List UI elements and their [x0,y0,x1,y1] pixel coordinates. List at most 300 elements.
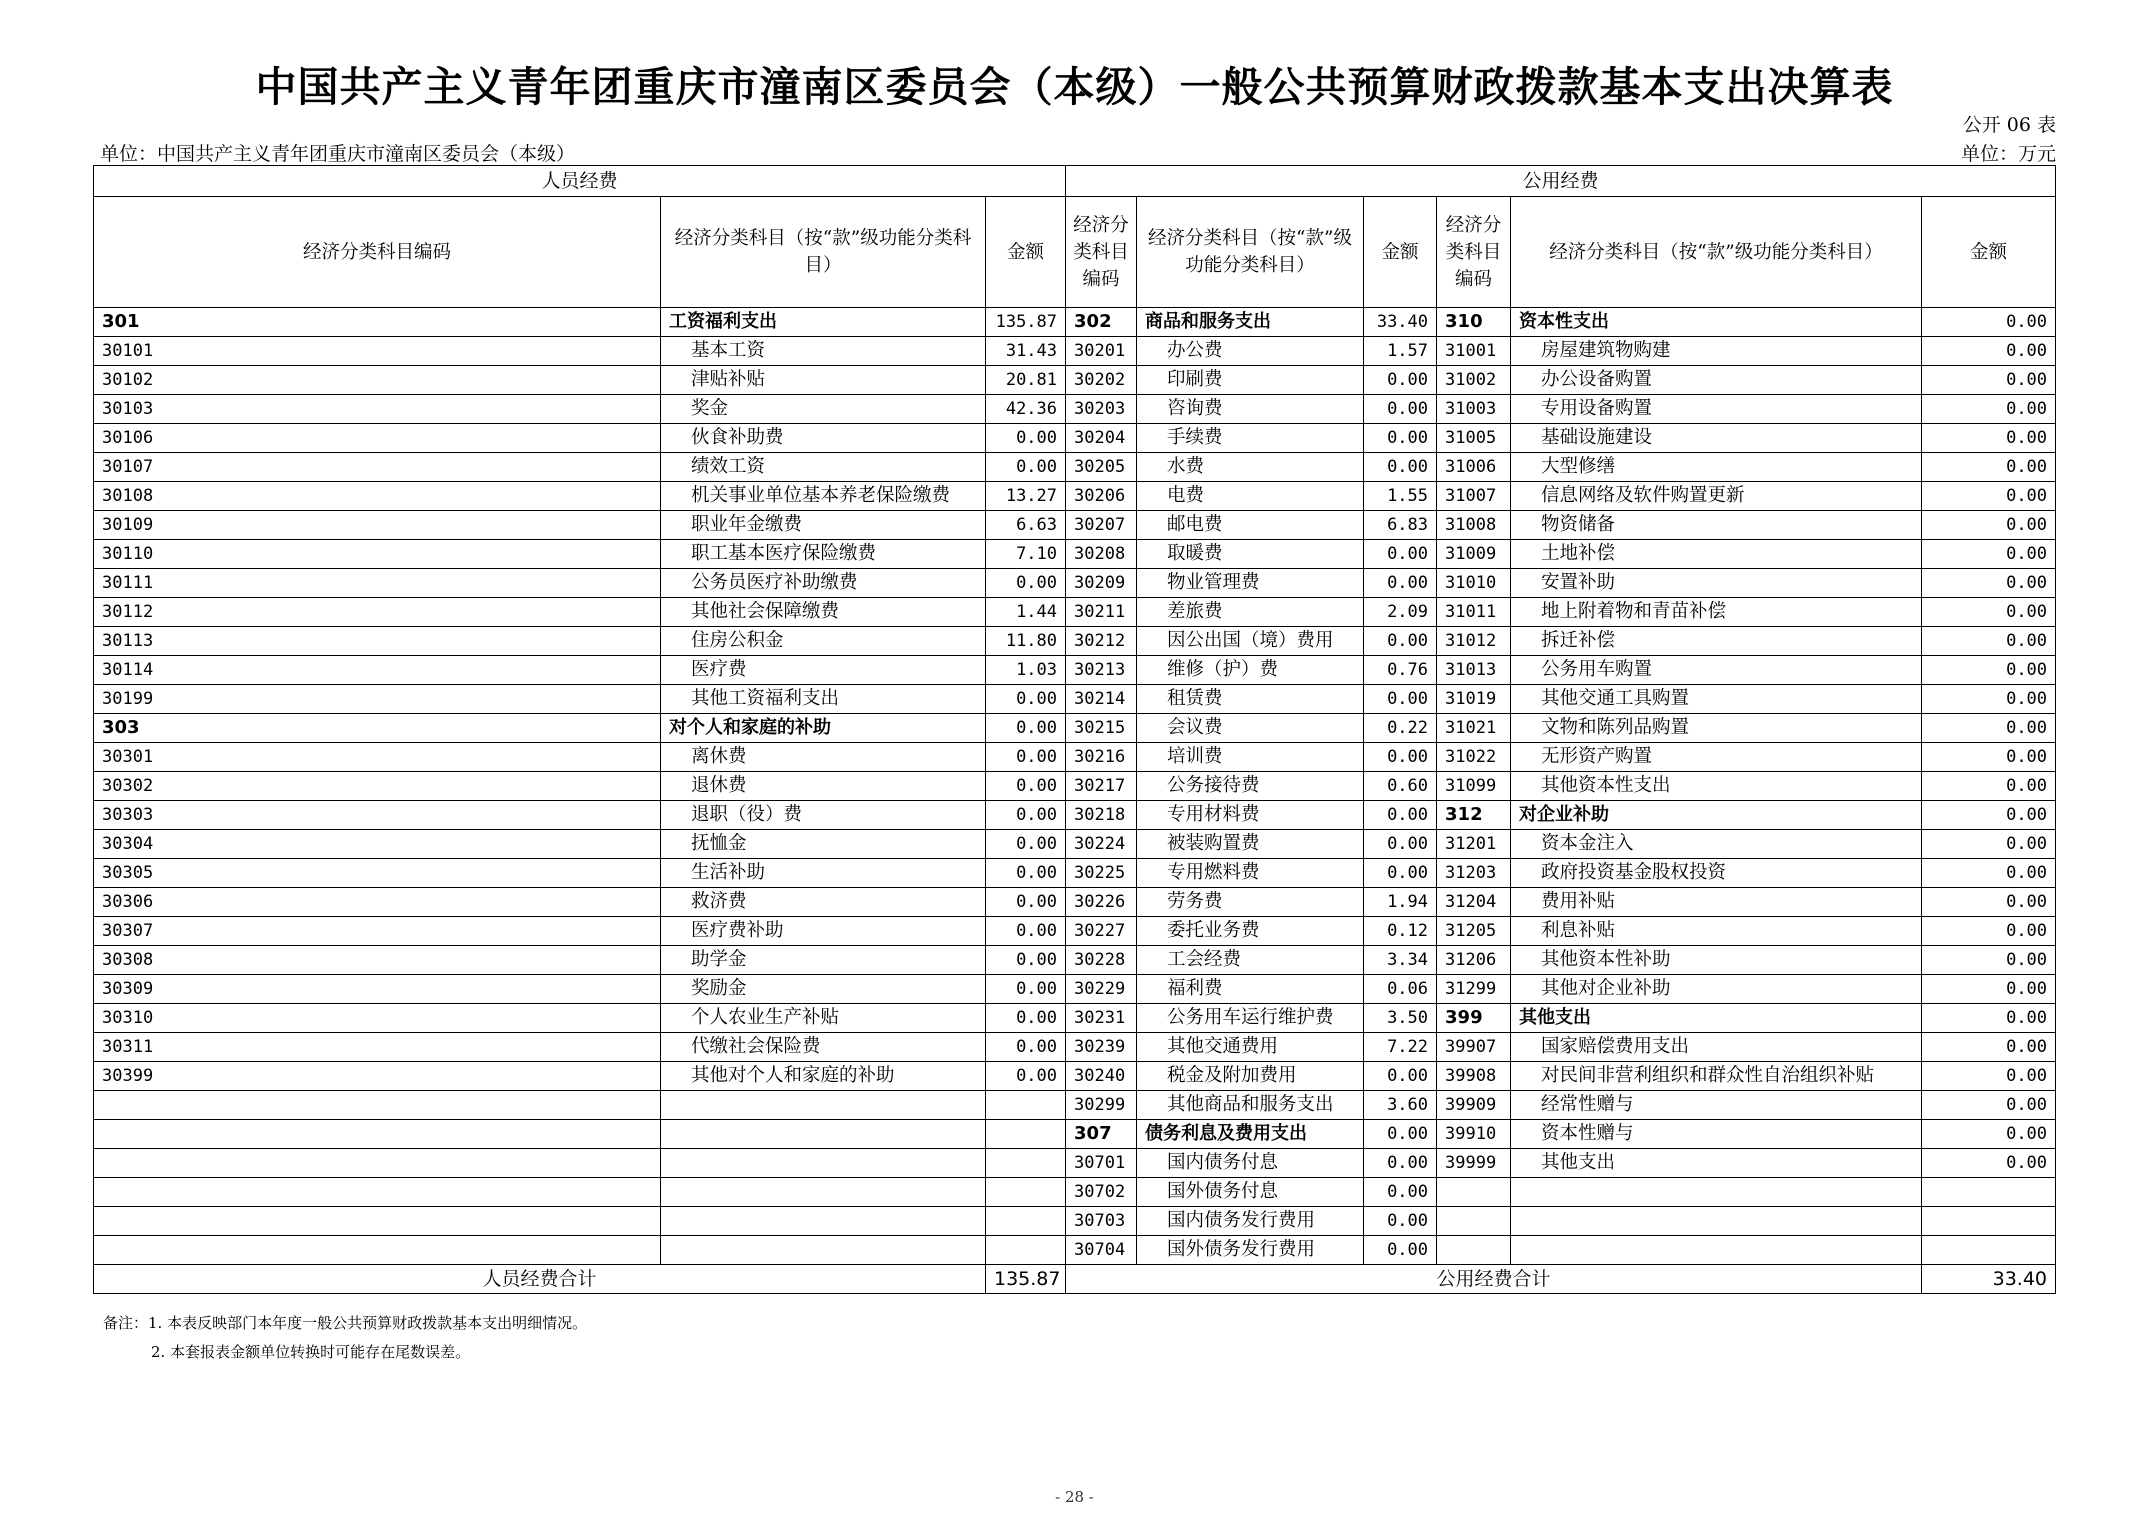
goods-code-cell: 30227 [1066,917,1137,946]
personnel-amount-cell [986,1120,1066,1149]
goods-item-cell: 公务用车运行维护费 [1137,1004,1364,1033]
personnel-code-cell: 30307 [94,917,661,946]
personnel-code-cell: 301 [94,308,661,337]
capital-amount-cell: 0.00 [1922,1004,2056,1033]
note-1: 备注：1. 本表反映部门本年度一般公共预算财政拨款基本支出明细情况。 [103,1314,588,1332]
capital-code-cell: 39999 [1437,1149,1511,1178]
goods-code-cell: 30228 [1066,946,1137,975]
capital-code-cell: 31205 [1437,917,1511,946]
capital-code-cell [1437,1236,1511,1265]
goods-code-cell: 30207 [1066,511,1137,540]
goods-amount-cell: 0.22 [1364,714,1437,743]
personnel-amount-cell: 0.00 [986,569,1066,598]
goods-item-cell: 国外债务付息 [1137,1178,1364,1207]
capital-amount-cell [1922,1236,2056,1265]
capital-code-cell: 312 [1437,801,1511,830]
capital-item-cell: 文物和陈列品购置 [1511,714,1922,743]
goods-code-cell: 30211 [1066,598,1137,627]
personnel-code-cell: 30310 [94,1004,661,1033]
personnel-amount-cell: 1.44 [986,598,1066,627]
personnel-item-cell [661,1178,986,1207]
capital-item-cell: 物资储备 [1511,511,1922,540]
goods-amount-cell: 0.00 [1364,540,1437,569]
capital-item-cell: 办公设备购置 [1511,366,1922,395]
capital-code-cell: 31010 [1437,569,1511,598]
goods-code-cell: 30208 [1066,540,1137,569]
table-row [94,1236,2056,1265]
totals-row [94,1265,2056,1294]
goods-amount-cell: 0.00 [1364,1120,1437,1149]
table-row [94,627,2056,656]
amount-column-header: 金额 [1364,197,1437,308]
personnel-code-cell: 30109 [94,511,661,540]
capital-item-cell: 大型修缮 [1511,453,1922,482]
capital-amount-cell: 0.00 [1922,772,2056,801]
goods-amount-cell: 3.60 [1364,1091,1437,1120]
table-row [94,511,2056,540]
capital-amount-cell: 0.00 [1922,598,2056,627]
capital-item-cell: 其他资本性支出 [1511,772,1922,801]
capital-code-cell: 31009 [1437,540,1511,569]
goods-item-cell: 工会经费 [1137,946,1364,975]
personnel-item-cell: 生活补助 [661,859,986,888]
personnel-item-cell: 职业年金缴费 [661,511,986,540]
personnel-amount-cell: 1.03 [986,656,1066,685]
table-row [94,1207,2056,1236]
personnel-amount-cell: 6.63 [986,511,1066,540]
personnel-amount-cell: 0.00 [986,424,1066,453]
amount-column-header: 金额 [986,197,1066,308]
personnel-item-cell [661,1091,986,1120]
goods-item-cell: 租赁费 [1137,685,1364,714]
goods-amount-cell: 0.00 [1364,453,1437,482]
goods-item-cell: 专用材料费 [1137,801,1364,830]
goods-item-cell: 物业管理费 [1137,569,1364,598]
capital-amount-cell: 0.00 [1922,917,2056,946]
capital-item-cell: 地上附着物和青苗补偿 [1511,598,1922,627]
personnel-code-cell [94,1091,661,1120]
goods-amount-cell: 0.00 [1364,1149,1437,1178]
goods-amount-cell: 0.00 [1364,569,1437,598]
personnel-amount-cell [986,1178,1066,1207]
goods-amount-cell: 0.00 [1364,830,1437,859]
goods-code-cell: 30206 [1066,482,1137,511]
goods-amount-cell: 0.00 [1364,1236,1437,1265]
goods-item-cell: 国内债务发行费用 [1137,1207,1364,1236]
goods-code-cell: 30214 [1066,685,1137,714]
personnel-amount-cell: 0.00 [986,859,1066,888]
personnel-item-cell [661,1149,986,1178]
goods-code-cell: 30216 [1066,743,1137,772]
capital-amount-cell: 0.00 [1922,482,2056,511]
capital-amount-cell [1922,1178,2056,1207]
personnel-item-cell: 绩效工资 [661,453,986,482]
public-total-label: 公用经费合计 [1066,1265,1922,1294]
goods-code-cell: 307 [1066,1120,1137,1149]
personnel-item-cell: 退休费 [661,772,986,801]
personnel-amount-cell [986,1236,1066,1265]
goods-item-cell: 手续费 [1137,424,1364,453]
capital-item-cell: 公务用车购置 [1511,656,1922,685]
personnel-code-cell: 30110 [94,540,661,569]
personnel-item-cell: 伙食补助费 [661,424,986,453]
personnel-item-cell: 其他社会保障缴费 [661,598,986,627]
capital-amount-cell: 0.00 [1922,1120,2056,1149]
goods-code-cell: 30701 [1066,1149,1137,1178]
personnel-item-cell: 其他工资福利支出 [661,685,986,714]
capital-item-cell: 对企业补助 [1511,801,1922,830]
personnel-code-cell: 30304 [94,830,661,859]
personnel-amount-cell: 7.10 [986,540,1066,569]
capital-code-cell: 39908 [1437,1062,1511,1091]
personnel-item-cell: 奖金 [661,395,986,424]
personnel-code-cell [94,1149,661,1178]
personnel-amount-cell [986,1091,1066,1120]
table-row [94,975,2056,1004]
goods-item-cell: 水费 [1137,453,1364,482]
goods-item-cell: 办公费 [1137,337,1364,366]
personnel-item-cell: 基本工资 [661,337,986,366]
table-row [94,308,2056,337]
personnel-code-cell: 30399 [94,1062,661,1091]
personnel-item-cell [661,1236,986,1265]
goods-item-cell: 咨询费 [1137,395,1364,424]
goods-item-cell: 专用燃料费 [1137,859,1364,888]
goods-amount-cell: 0.00 [1364,395,1437,424]
capital-amount-cell: 0.00 [1922,540,2056,569]
code-column-header: 经济分类科目编码 [1066,197,1137,308]
goods-amount-cell: 0.00 [1364,627,1437,656]
goods-item-cell: 取暖费 [1137,540,1364,569]
personnel-code-cell [94,1178,661,1207]
goods-amount-cell: 0.12 [1364,917,1437,946]
capital-amount-cell: 0.00 [1922,743,2056,772]
personnel-item-cell: 奖励金 [661,975,986,1004]
capital-item-cell: 利息补贴 [1511,917,1922,946]
table-row [94,1062,2056,1091]
amount-column-header: 金额 [1922,197,2056,308]
personnel-amount-cell: 0.00 [986,801,1066,830]
personnel-code-cell: 30199 [94,685,661,714]
goods-amount-cell: 0.00 [1364,859,1437,888]
goods-amount-cell: 0.00 [1364,1207,1437,1236]
capital-amount-cell: 0.00 [1922,308,2056,337]
personnel-item-cell: 代缴社会保险费 [661,1033,986,1062]
goods-code-cell: 30225 [1066,859,1137,888]
capital-code-cell: 39910 [1437,1120,1511,1149]
table-row [94,917,2056,946]
capital-code-cell: 31012 [1437,627,1511,656]
goods-item-cell: 印刷费 [1137,366,1364,395]
page-title: 中国共产主义青年团重庆市潼南区委员会（本级）一般公共预算财政拨款基本支出决算表 [255,63,1894,111]
personnel-amount-cell: 0.00 [986,888,1066,917]
goods-code-cell: 30703 [1066,1207,1137,1236]
table-row [94,743,2056,772]
personnel-code-cell: 30113 [94,627,661,656]
personnel-code-cell [94,1120,661,1149]
goods-item-cell: 委托业务费 [1137,917,1364,946]
personnel-item-cell: 医疗费补助 [661,917,986,946]
capital-amount-cell: 0.00 [1922,685,2056,714]
goods-code-cell: 30209 [1066,569,1137,598]
personnel-item-cell: 公务员医疗补助缴费 [661,569,986,598]
goods-code-cell: 30704 [1066,1236,1137,1265]
goods-item-cell: 被装购置费 [1137,830,1364,859]
public-group-header: 公用经费 [1066,166,2056,197]
table-row [94,801,2056,830]
personnel-amount-cell: 0.00 [986,453,1066,482]
capital-item-cell: 国家赔偿费用支出 [1511,1033,1922,1062]
personnel-amount-cell: 31.43 [986,337,1066,366]
goods-code-cell: 302 [1066,308,1137,337]
goods-code-cell: 30204 [1066,424,1137,453]
goods-code-cell: 30239 [1066,1033,1137,1062]
goods-item-cell: 债务利息及费用支出 [1137,1120,1364,1149]
personnel-code-cell: 30103 [94,395,661,424]
capital-code-cell: 399 [1437,1004,1511,1033]
code-column-header: 经济分类科目编码 [1437,197,1511,308]
capital-item-cell: 其他支出 [1511,1004,1922,1033]
capital-amount-cell: 0.00 [1922,859,2056,888]
capital-item-cell: 拆迁补偿 [1511,627,1922,656]
capital-amount-cell: 0.00 [1922,395,2056,424]
personnel-amount-cell [986,1149,1066,1178]
capital-item-cell: 其他资本性补助 [1511,946,1922,975]
capital-amount-cell: 0.00 [1922,714,2056,743]
table-row [94,453,2056,482]
personnel-amount-cell: 0.00 [986,685,1066,714]
goods-code-cell: 30202 [1066,366,1137,395]
personnel-item-cell: 机关事业单位基本养老保险缴费 [661,482,986,511]
table-row [94,1120,2056,1149]
table-row [94,1091,2056,1120]
personnel-amount-cell: 0.00 [986,946,1066,975]
capital-item-cell [1511,1207,1922,1236]
capital-code-cell: 31002 [1437,366,1511,395]
page-number: - 28 - [1055,1488,1094,1506]
personnel-code-cell: 30308 [94,946,661,975]
capital-code-cell: 39909 [1437,1091,1511,1120]
table-row [94,1149,2056,1178]
capital-item-cell: 其他支出 [1511,1149,1922,1178]
personnel-code-cell: 30108 [94,482,661,511]
personnel-code-cell: 30107 [94,453,661,482]
goods-amount-cell: 33.40 [1364,308,1437,337]
table-row [94,337,2056,366]
goods-amount-cell: 0.00 [1364,1062,1437,1091]
personnel-amount-cell: 42.36 [986,395,1066,424]
personnel-amount-cell: 20.81 [986,366,1066,395]
table-row [94,1178,2056,1207]
goods-item-cell: 国外债务发行费用 [1137,1236,1364,1265]
capital-amount-cell: 0.00 [1922,946,2056,975]
goods-amount-cell: 0.00 [1364,801,1437,830]
goods-item-cell: 国内债务付息 [1137,1149,1364,1178]
personnel-item-cell: 抚恤金 [661,830,986,859]
public-total-amount: 33.40 [1922,1265,2056,1294]
goods-code-cell: 30203 [1066,395,1137,424]
capital-code-cell: 31206 [1437,946,1511,975]
capital-amount-cell: 0.00 [1922,656,2056,685]
personnel-code-cell: 30311 [94,1033,661,1062]
expenditure-table [93,165,2056,1294]
capital-code-cell: 31008 [1437,511,1511,540]
personnel-item-cell: 个人农业生产补贴 [661,1004,986,1033]
personnel-amount-cell: 0.00 [986,1033,1066,1062]
capital-item-cell: 信息网络及软件购置更新 [1511,482,1922,511]
capital-amount-cell: 0.00 [1922,366,2056,395]
personnel-item-cell: 住房公积金 [661,627,986,656]
capital-amount-cell: 0.00 [1922,1033,2056,1062]
goods-amount-cell: 6.83 [1364,511,1437,540]
goods-item-cell: 会议费 [1137,714,1364,743]
goods-amount-cell: 0.00 [1364,366,1437,395]
capital-code-cell: 31007 [1437,482,1511,511]
personnel-amount-cell: 0.00 [986,917,1066,946]
table-row [94,1033,2056,1062]
capital-amount-cell: 0.00 [1922,888,2056,917]
personnel-total-amount: 135.87 [986,1265,1066,1294]
goods-code-cell: 30213 [1066,656,1137,685]
table-row [94,1004,2056,1033]
capital-code-cell: 31022 [1437,743,1511,772]
table-row [94,598,2056,627]
capital-item-cell: 其他对企业补助 [1511,975,1922,1004]
capital-code-cell: 31005 [1437,424,1511,453]
goods-code-cell: 30217 [1066,772,1137,801]
personnel-total-label: 人员经费合计 [94,1265,986,1294]
goods-amount-cell: 1.55 [1364,482,1437,511]
capital-code-cell: 31099 [1437,772,1511,801]
goods-code-cell: 30226 [1066,888,1137,917]
personnel-item-cell [661,1120,986,1149]
goods-amount-cell: 1.94 [1364,888,1437,917]
personnel-item-cell: 退职（役）费 [661,801,986,830]
capital-item-cell: 资本性赠与 [1511,1120,1922,1149]
goods-code-cell: 30240 [1066,1062,1137,1091]
capital-code-cell [1437,1207,1511,1236]
capital-item-cell: 政府投资基金股权投资 [1511,859,1922,888]
capital-code-cell: 31201 [1437,830,1511,859]
goods-amount-cell: 1.57 [1364,337,1437,366]
capital-amount-cell: 0.00 [1922,511,2056,540]
capital-item-cell: 安置补助 [1511,569,1922,598]
goods-amount-cell: 0.00 [1364,685,1437,714]
table-row [94,888,2056,917]
capital-code-cell: 31203 [1437,859,1511,888]
capital-code-cell: 31001 [1437,337,1511,366]
personnel-amount-cell: 0.00 [986,1062,1066,1091]
goods-amount-cell: 0.60 [1364,772,1437,801]
personnel-code-cell: 30302 [94,772,661,801]
capital-item-cell: 基础设施建设 [1511,424,1922,453]
table-row [94,830,2056,859]
capital-amount-cell: 0.00 [1922,830,2056,859]
personnel-item-cell: 离休费 [661,743,986,772]
personnel-code-cell [94,1207,661,1236]
item-column-header: 经济分类科目（按“款”级功能分类科目） [1137,197,1364,308]
goods-item-cell: 因公出国（境）费用 [1137,627,1364,656]
goods-code-cell: 30299 [1066,1091,1137,1120]
personnel-item-cell: 其他对个人和家庭的补助 [661,1062,986,1091]
capital-item-cell: 经常性赠与 [1511,1091,1922,1120]
table-row [94,772,2056,801]
capital-item-cell: 其他交通工具购置 [1511,685,1922,714]
capital-code-cell: 31299 [1437,975,1511,1004]
personnel-amount-cell: 0.00 [986,714,1066,743]
capital-amount-cell: 0.00 [1922,424,2056,453]
goods-code-cell: 30702 [1066,1178,1137,1207]
capital-code-cell [1437,1178,1511,1207]
capital-item-cell: 房屋建筑物购建 [1511,337,1922,366]
capital-amount-cell: 0.00 [1922,975,2056,1004]
capital-amount-cell: 0.00 [1922,337,2056,366]
personnel-item-cell [661,1207,986,1236]
personnel-code-cell: 30303 [94,801,661,830]
table-row [94,540,2056,569]
personnel-code-cell: 30301 [94,743,661,772]
goods-amount-cell: 2.09 [1364,598,1437,627]
personnel-amount-cell: 0.00 [986,830,1066,859]
reporting-unit: 单位：中国共产主义青年团重庆市潼南区委员会（本级） [100,143,576,165]
goods-item-cell: 其他交通费用 [1137,1033,1364,1062]
goods-code-cell: 30231 [1066,1004,1137,1033]
goods-item-cell: 福利费 [1137,975,1364,1004]
capital-code-cell: 39907 [1437,1033,1511,1062]
personnel-code-cell: 30102 [94,366,661,395]
personnel-item-cell: 津贴补贴 [661,366,986,395]
goods-amount-cell: 0.06 [1364,975,1437,1004]
currency-unit: 单位：万元 [1960,143,2056,165]
personnel-code-cell: 30305 [94,859,661,888]
goods-amount-cell: 0.76 [1364,656,1437,685]
capital-code-cell: 31011 [1437,598,1511,627]
personnel-code-cell: 30101 [94,337,661,366]
personnel-amount-cell: 0.00 [986,975,1066,1004]
capital-code-cell: 31006 [1437,453,1511,482]
goods-item-cell: 维修（护）费 [1137,656,1364,685]
personnel-item-cell: 对个人和家庭的补助 [661,714,986,743]
item-column-header: 经济分类科目（按“款”级功能分类科目） [661,197,986,308]
note-2: 2. 本套报表金额单位转换时可能存在尾数误差。 [151,1343,471,1361]
capital-item-cell [1511,1236,1922,1265]
personnel-amount-cell: 11.80 [986,627,1066,656]
goods-item-cell: 差旅费 [1137,598,1364,627]
personnel-code-cell: 30106 [94,424,661,453]
goods-code-cell: 30212 [1066,627,1137,656]
capital-item-cell: 费用补贴 [1511,888,1922,917]
goods-amount-cell: 0.00 [1364,424,1437,453]
capital-amount-cell: 0.00 [1922,627,2056,656]
goods-code-cell: 30218 [1066,801,1137,830]
goods-amount-cell: 3.34 [1364,946,1437,975]
personnel-code-cell: 30309 [94,975,661,1004]
capital-code-cell: 31013 [1437,656,1511,685]
code-column-header: 经济分类科目编码 [94,197,661,308]
personnel-item-cell: 助学金 [661,946,986,975]
table-row [94,859,2056,888]
personnel-code-cell: 30306 [94,888,661,917]
capital-code-cell: 31021 [1437,714,1511,743]
table-row [94,482,2056,511]
personnel-amount-cell: 0.00 [986,772,1066,801]
goods-item-cell: 电费 [1137,482,1364,511]
goods-amount-cell: 0.00 [1364,743,1437,772]
table-row [94,946,2056,975]
capital-amount-cell [1922,1207,2056,1236]
capital-amount-cell: 0.00 [1922,801,2056,830]
table-body [94,308,2056,1265]
